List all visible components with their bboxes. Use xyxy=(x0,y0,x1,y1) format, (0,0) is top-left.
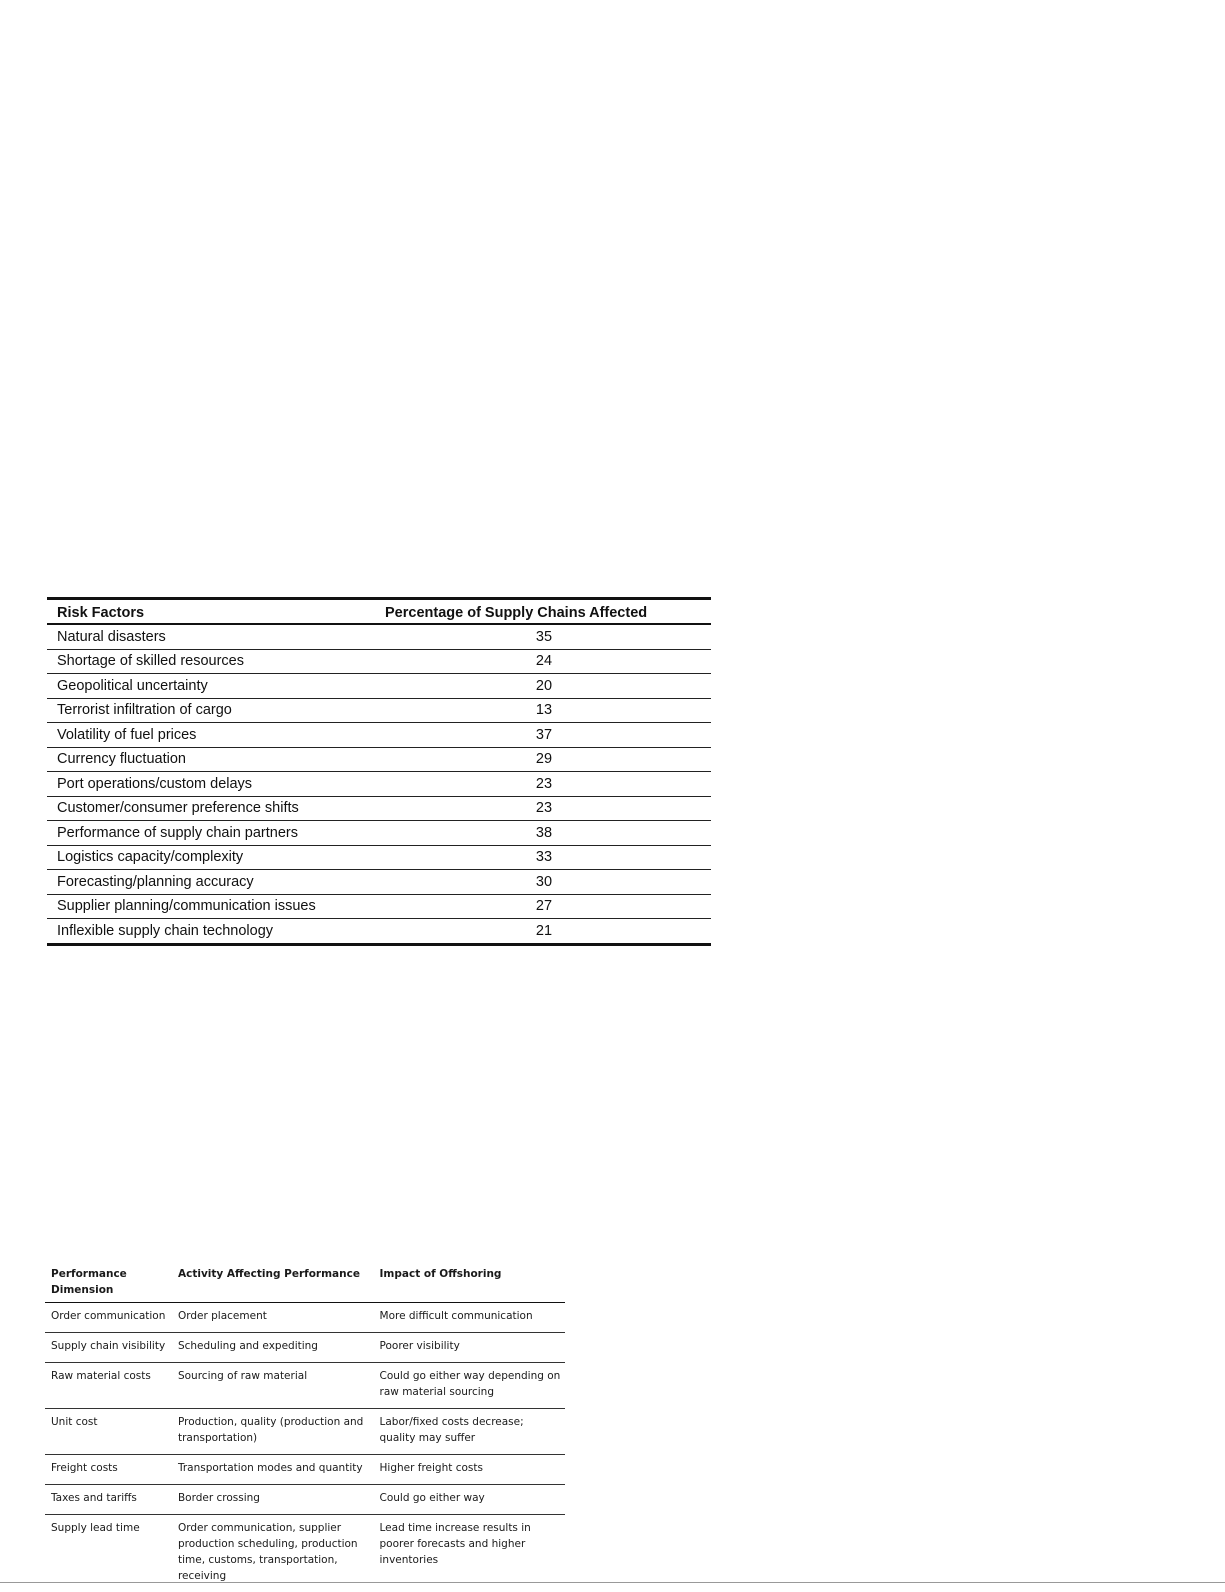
table-row xyxy=(47,894,711,919)
offshoring-table-header-row xyxy=(45,1263,565,1303)
risk-factor-cell: Terrorist infiltration of cargo xyxy=(47,698,377,723)
table-row xyxy=(47,796,711,821)
activity-cell: Border crossing xyxy=(172,1485,374,1515)
impact-cell: Could go either way xyxy=(374,1485,565,1515)
risk-factor-cell: Geopolitical uncertainty xyxy=(47,674,377,699)
table-row xyxy=(47,747,711,772)
activity-cell: Order placement xyxy=(172,1303,374,1333)
dimension-cell: Taxes and tariffs xyxy=(45,1485,172,1515)
risk-factor-cell: Shortage of skilled resources xyxy=(47,649,377,674)
impact-cell: Lead time increase results in poorer forecasts and higher inventories xyxy=(374,1515,565,1592)
table-row xyxy=(47,649,711,674)
table-row xyxy=(45,1485,565,1515)
activity-cell: Order communication, supplier production scheduling, production time, customs, transportation, receiving xyxy=(172,1515,374,1592)
table-row xyxy=(47,698,711,723)
dimension-cell: Order communication xyxy=(45,1303,172,1333)
percentage-cell: 23 xyxy=(377,796,711,821)
activity-cell: Transportation modes and quantity xyxy=(172,1455,374,1485)
impact-cell: Labor/fixed costs decrease; quality may suffer xyxy=(374,1409,565,1455)
percentage-cell: 38 xyxy=(377,821,711,846)
percentage-cell: 33 xyxy=(377,845,711,870)
activity-header: Activity Affecting Performance xyxy=(172,1263,374,1303)
percentage-cell: 27 xyxy=(377,894,711,919)
percentage-cell: 24 xyxy=(377,649,711,674)
risk-factor-cell: Supplier planning/communication issues xyxy=(47,894,377,919)
table-row xyxy=(47,821,711,846)
impact-cell: Could go either way depending on raw material sourcing xyxy=(374,1363,565,1409)
dimension-cell: Raw material costs xyxy=(45,1363,172,1409)
table-row xyxy=(47,919,711,945)
table-row xyxy=(47,723,711,748)
activity-cell: Sourcing of raw material xyxy=(172,1363,374,1409)
risk-factor-cell: Inflexible supply chain technology xyxy=(47,919,377,945)
dimension-cell: Unit cost xyxy=(45,1409,172,1455)
impact-cell: Higher freight costs xyxy=(374,1455,565,1485)
impact-cell: Poorer visibility xyxy=(374,1333,565,1363)
percentage-cell: 23 xyxy=(377,772,711,797)
table-row xyxy=(47,772,711,797)
activity-cell: Scheduling and expediting xyxy=(172,1333,374,1363)
dimension-cell: Freight costs xyxy=(45,1455,172,1485)
table-row xyxy=(45,1363,565,1409)
percentage-header: Percentage of Supply Chains Affected xyxy=(377,599,711,625)
risk-factors-table xyxy=(47,597,711,946)
activity-cell: Production, quality (production and transportation) xyxy=(172,1409,374,1455)
table-row xyxy=(45,1303,565,1333)
impact-cell: More difficult communication xyxy=(374,1303,565,1333)
risk-table-header-row xyxy=(47,599,711,625)
risk-factor-cell: Performance of supply chain partners xyxy=(47,821,377,846)
dimension-cell: Supply lead time xyxy=(45,1515,172,1592)
percentage-cell: 30 xyxy=(377,870,711,895)
performance-dimension-header: Performance Dimension xyxy=(45,1263,172,1303)
dimension-cell: Supply chain visibility xyxy=(45,1333,172,1363)
table-row xyxy=(47,845,711,870)
percentage-cell: 35 xyxy=(377,624,711,649)
impact-header: Impact of Offshoring xyxy=(374,1263,565,1303)
table-row xyxy=(45,1333,565,1363)
percentage-cell: 13 xyxy=(377,698,711,723)
risk-factor-cell: Logistics capacity/complexity xyxy=(47,845,377,870)
table-row xyxy=(47,674,711,699)
table-row xyxy=(47,870,711,895)
table-row xyxy=(47,624,711,649)
table-row xyxy=(45,1455,565,1485)
table-row xyxy=(45,1515,565,1592)
risk-factor-cell: Currency fluctuation xyxy=(47,747,377,772)
risk-factors-header: Risk Factors xyxy=(47,599,377,625)
page-bottom-divider xyxy=(0,1582,1225,1583)
percentage-cell: 20 xyxy=(377,674,711,699)
percentage-cell: 37 xyxy=(377,723,711,748)
percentage-cell: 21 xyxy=(377,919,711,945)
risk-factor-cell: Forecasting/planning accuracy xyxy=(47,870,377,895)
risk-factor-cell: Volatility of fuel prices xyxy=(47,723,377,748)
risk-factor-cell: Port operations/custom delays xyxy=(47,772,377,797)
risk-factor-cell: Natural disasters xyxy=(47,624,377,649)
table-row xyxy=(45,1409,565,1455)
risk-factor-cell: Customer/consumer preference shifts xyxy=(47,796,377,821)
offshoring-impact-table xyxy=(45,1263,565,1592)
percentage-cell: 29 xyxy=(377,747,711,772)
